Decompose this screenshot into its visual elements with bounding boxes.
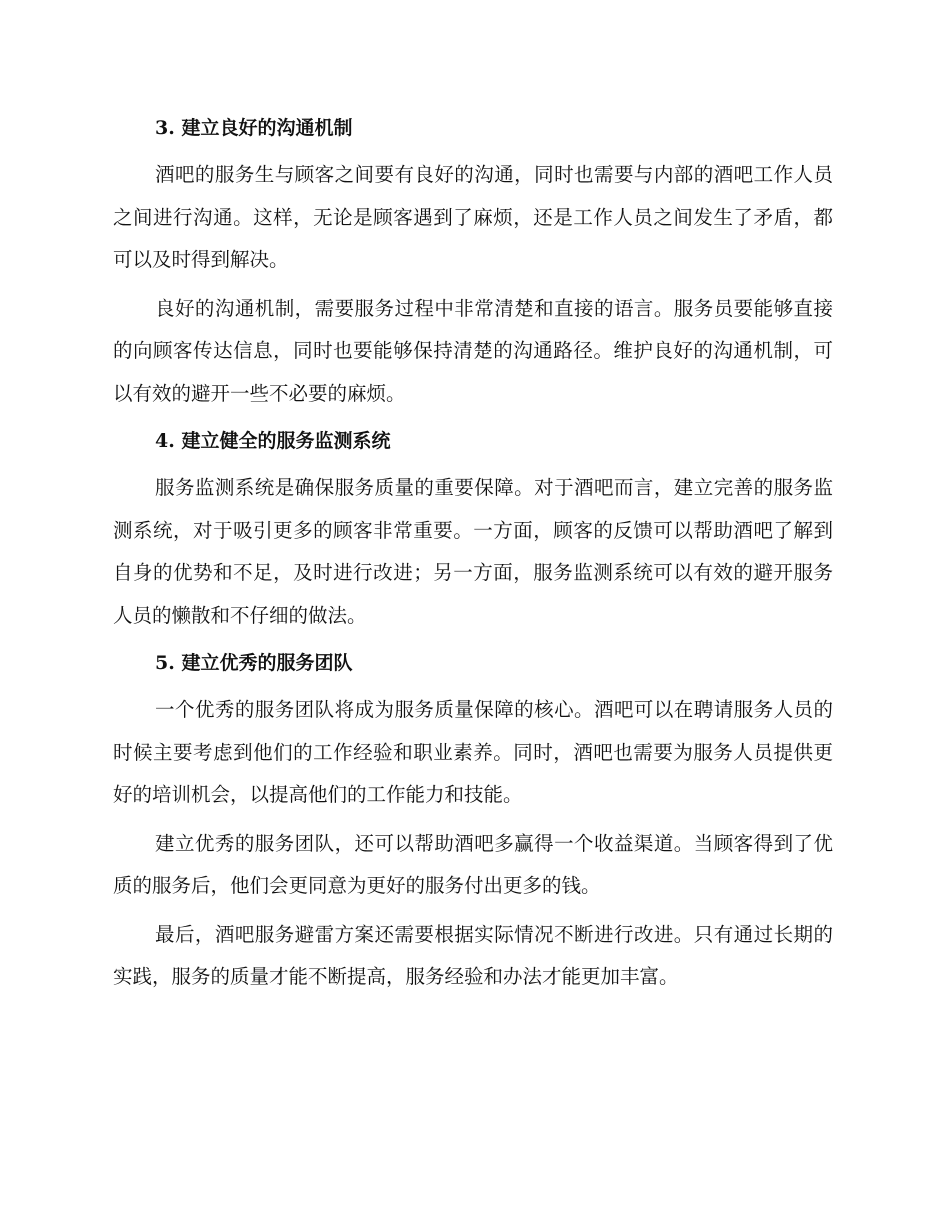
paragraph: 酒吧的服务生与顾客之间要有良好的沟通，同时也需要与内部的酒吧工作人员之间进行沟通。这样，无论是顾客遇到了麻烦，还是工作人员之间发生了矛盾，都可以及时得到解决。 [113,163,833,271]
paragraph: 一个优秀的服务团队将成为服务质量保障的核心。酒吧可以在聘请服务人员的时候主要考虑到他们的工作经验和职业素养。同时，酒吧也需要为服务人员提供更好的培训机会，以提高他们的工作能力和技能。 [113,698,833,806]
paragraph: 最后，酒吧服务避雷方案还需要根据实际情况不断进行改进。只有通过长期的实践，服务的质量才能不断提高，服务经验和办法才能更加丰富。 [113,922,833,988]
section-heading-3: 3. 建立良好的沟通机制 [155,117,353,139]
paragraph: 服务监测系统是确保服务质量的重要保障。对于酒吧而言，建立完善的服务监测系统，对于吸引更多的顾客非常重要。一方面，顾客的反馈可以帮助酒吧了解到自身的优势和不足，及时进行改进；另一方面，服务监测系统可以有效的避开服务人员的懒散和不仔细的做法。 [113,476,833,627]
section-heading-4: 4. 建立健全的服务监测系统 [155,430,391,452]
section-heading-5: 5. 建立优秀的服务团队 [155,652,353,674]
paragraph: 良好的沟通机制，需要服务过程中非常清楚和直接的语言。服务员要能够直接的向顾客传达信息，同时也要能够保持清楚的沟通路径。维护良好的沟通机制，可以有效的避开一些不必要的麻烦。 [113,296,833,405]
paragraph: 建立优秀的服务团队，还可以帮助酒吧多赢得一个收益渠道。当顾客得到了优质的服务后，他们会更同意为更好的服务付出更多的钱。 [113,831,833,897]
document-page [113,108,833,1005]
